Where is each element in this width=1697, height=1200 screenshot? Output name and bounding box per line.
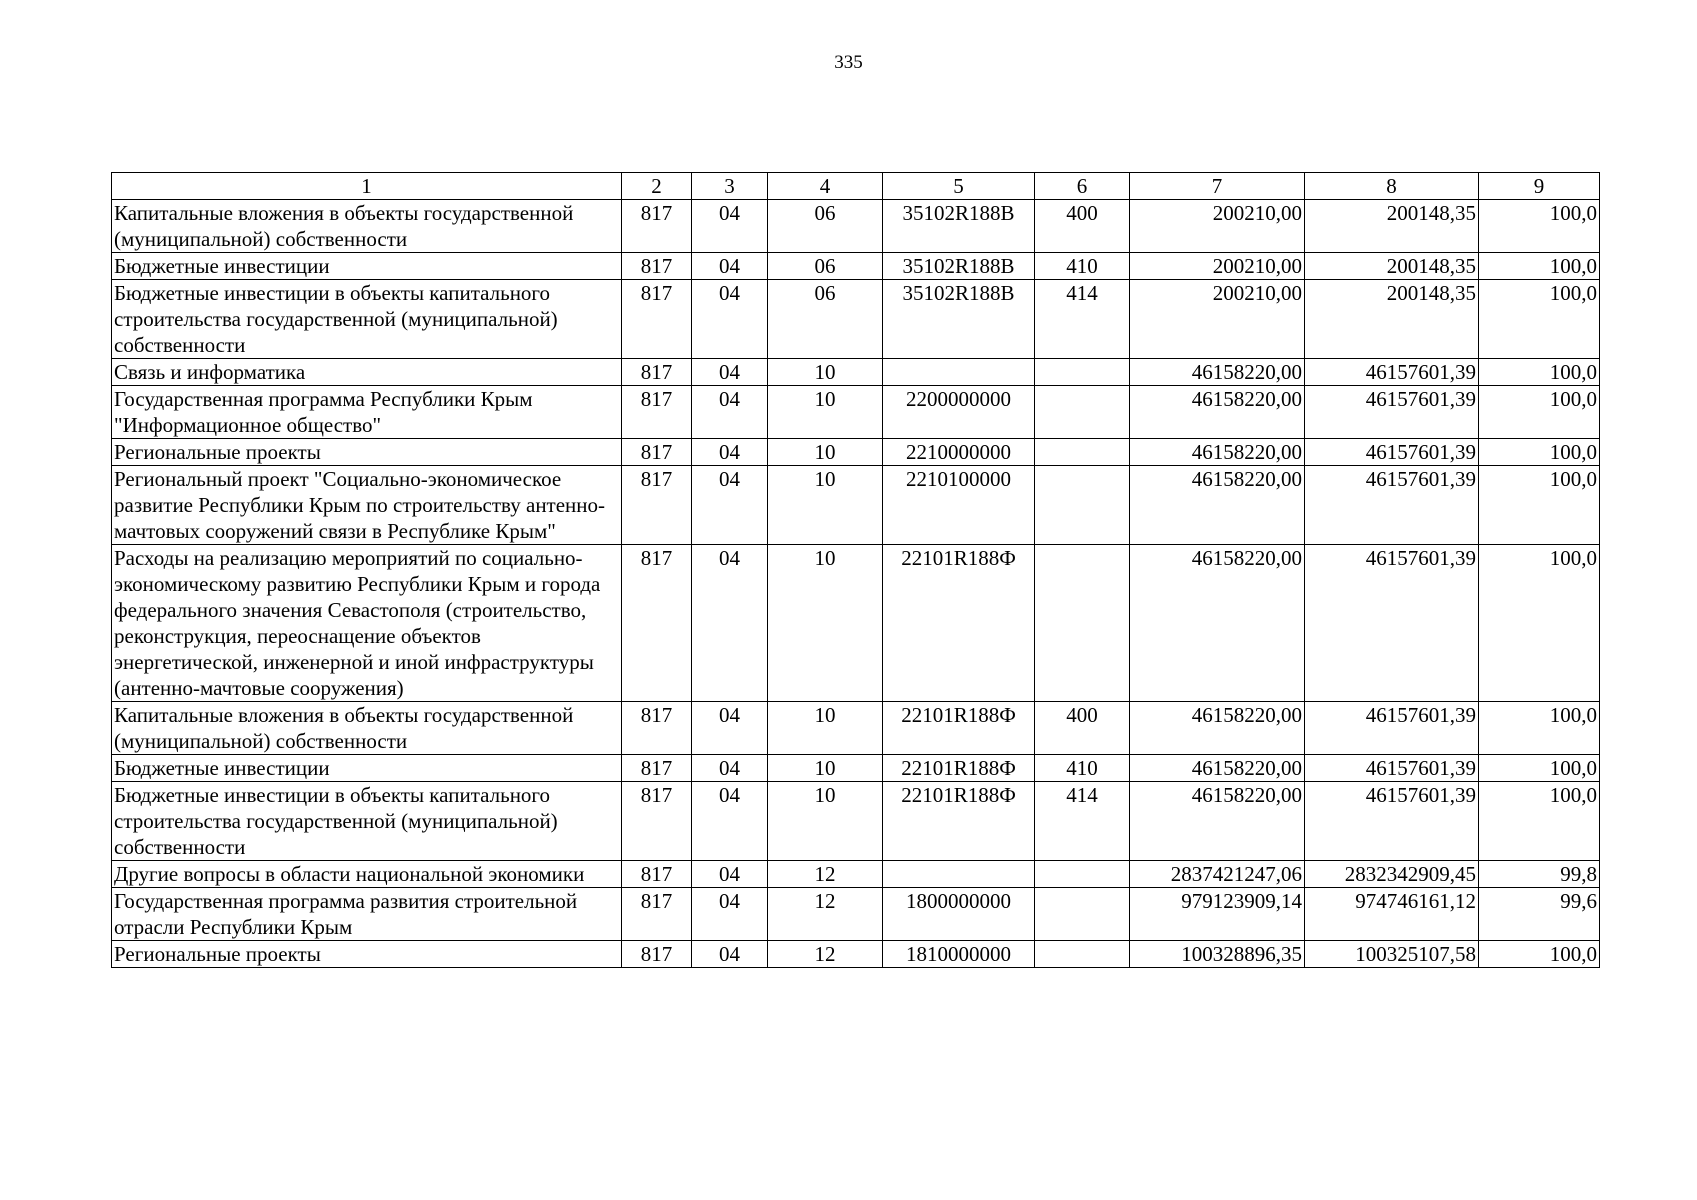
cell-expense-type	[1035, 941, 1130, 968]
cell-section: 04	[692, 941, 768, 968]
cell-percent: 100,0	[1479, 200, 1600, 253]
header-row	[112, 173, 1600, 200]
cell-name: Другие вопросы в области национальной экономики	[112, 861, 622, 888]
cell-section: 04	[692, 861, 768, 888]
cell-subsection: 10	[768, 359, 883, 386]
cell-target-article: 35102R188B	[883, 280, 1035, 359]
cell-target-article: 22101R188Ф	[883, 545, 1035, 702]
cell-ministry-code: 817	[622, 755, 692, 782]
cell-name: Региональные проекты	[112, 941, 622, 968]
header-col-4: 4	[768, 173, 883, 200]
cell-target-article	[883, 861, 1035, 888]
table-row	[112, 280, 1600, 359]
cell-expense-type	[1035, 861, 1130, 888]
cell-actual-amount: 46157601,39	[1305, 386, 1479, 439]
cell-section: 04	[692, 888, 768, 941]
cell-section: 04	[692, 545, 768, 702]
cell-ministry-code: 817	[622, 466, 692, 545]
cell-percent: 100,0	[1479, 941, 1600, 968]
table-row	[112, 888, 1600, 941]
cell-expense-type: 400	[1035, 702, 1130, 755]
cell-planned-amount: 46158220,00	[1130, 466, 1305, 545]
header-col-9: 9	[1479, 173, 1600, 200]
page-number: 335	[834, 52, 863, 73]
table-row	[112, 545, 1600, 702]
cell-expense-type: 410	[1035, 755, 1130, 782]
cell-planned-amount: 46158220,00	[1130, 359, 1305, 386]
cell-planned-amount: 46158220,00	[1130, 545, 1305, 702]
cell-actual-amount: 46157601,39	[1305, 466, 1479, 545]
cell-subsection: 12	[768, 888, 883, 941]
header-col-1: 1	[112, 173, 622, 200]
cell-target-article: 22101R188Ф	[883, 782, 1035, 861]
cell-percent: 100,0	[1479, 755, 1600, 782]
cell-percent: 100,0	[1479, 702, 1600, 755]
table-row	[112, 200, 1600, 253]
cell-actual-amount: 46157601,39	[1305, 439, 1479, 466]
cell-actual-amount: 46157601,39	[1305, 545, 1479, 702]
budget-table	[111, 172, 1600, 968]
cell-name: Бюджетные инвестиции в объекты капитального строительства государственной (муниципальной) собственности	[112, 782, 622, 861]
cell-ministry-code: 817	[622, 545, 692, 702]
cell-planned-amount: 200210,00	[1130, 253, 1305, 280]
cell-name: Государственная программа развития строительной отрасли Республики Крым	[112, 888, 622, 941]
cell-subsection: 10	[768, 545, 883, 702]
cell-expense-type	[1035, 545, 1130, 702]
cell-target-article: 2210000000	[883, 439, 1035, 466]
cell-expense-type: 414	[1035, 782, 1130, 861]
cell-section: 04	[692, 782, 768, 861]
cell-subsection: 10	[768, 439, 883, 466]
table-row	[112, 359, 1600, 386]
cell-name: Капитальные вложения в объекты государственной (муниципальной) собственности	[112, 702, 622, 755]
table-row	[112, 782, 1600, 861]
cell-planned-amount: 46158220,00	[1130, 782, 1305, 861]
cell-ministry-code: 817	[622, 782, 692, 861]
cell-planned-amount: 46158220,00	[1130, 439, 1305, 466]
cell-ministry-code: 817	[622, 941, 692, 968]
cell-target-article: 35102R188B	[883, 200, 1035, 253]
cell-percent: 100,0	[1479, 359, 1600, 386]
cell-target-article: 22101R188Ф	[883, 755, 1035, 782]
cell-percent: 100,0	[1479, 439, 1600, 466]
cell-ministry-code: 817	[622, 359, 692, 386]
cell-actual-amount: 46157601,39	[1305, 782, 1479, 861]
cell-name: Бюджетные инвестиции	[112, 253, 622, 280]
cell-target-article: 22101R188Ф	[883, 702, 1035, 755]
table-body	[112, 200, 1600, 968]
cell-section: 04	[692, 280, 768, 359]
cell-ministry-code: 817	[622, 386, 692, 439]
cell-name: Государственная программа Республики Крым "Информационное общество"	[112, 386, 622, 439]
cell-ministry-code: 817	[622, 702, 692, 755]
cell-expense-type	[1035, 439, 1130, 466]
cell-expense-type: 410	[1035, 253, 1130, 280]
table-row	[112, 466, 1600, 545]
cell-actual-amount: 46157601,39	[1305, 755, 1479, 782]
cell-target-article: 1810000000	[883, 941, 1035, 968]
cell-section: 04	[692, 386, 768, 439]
cell-ministry-code: 817	[622, 253, 692, 280]
cell-actual-amount: 200148,35	[1305, 253, 1479, 280]
cell-planned-amount: 200210,00	[1130, 280, 1305, 359]
cell-actual-amount: 46157601,39	[1305, 359, 1479, 386]
cell-subsection: 06	[768, 253, 883, 280]
cell-planned-amount: 979123909,14	[1130, 888, 1305, 941]
cell-planned-amount: 100328896,35	[1130, 941, 1305, 968]
cell-expense-type	[1035, 888, 1130, 941]
header-col-7: 7	[1130, 173, 1305, 200]
cell-expense-type	[1035, 386, 1130, 439]
cell-percent: 100,0	[1479, 782, 1600, 861]
cell-section: 04	[692, 359, 768, 386]
header-col-3: 3	[692, 173, 768, 200]
cell-target-article	[883, 359, 1035, 386]
cell-planned-amount: 46158220,00	[1130, 386, 1305, 439]
cell-section: 04	[692, 200, 768, 253]
cell-expense-type: 400	[1035, 200, 1130, 253]
cell-subsection: 10	[768, 386, 883, 439]
cell-subsection: 12	[768, 861, 883, 888]
cell-subsection: 10	[768, 782, 883, 861]
cell-section: 04	[692, 439, 768, 466]
cell-name: Расходы на реализацию мероприятий по социально-экономическому развитию Республики Крым и города федерального значения Севастополя (строительство, реконструкция, переоснащение объектов энергетической, инженерной и иной инфраструктуры (антенно-мачтовые сооружения)	[112, 545, 622, 702]
cell-ministry-code: 817	[622, 888, 692, 941]
table-row	[112, 253, 1600, 280]
cell-actual-amount: 2832342909,45	[1305, 861, 1479, 888]
cell-section: 04	[692, 702, 768, 755]
table-row	[112, 861, 1600, 888]
cell-planned-amount: 200210,00	[1130, 200, 1305, 253]
cell-percent: 100,0	[1479, 466, 1600, 545]
cell-name: Капитальные вложения в объекты государственной (муниципальной) собственности	[112, 200, 622, 253]
cell-percent: 100,0	[1479, 280, 1600, 359]
cell-planned-amount: 2837421247,06	[1130, 861, 1305, 888]
header-col-6: 6	[1035, 173, 1130, 200]
cell-name: Бюджетные инвестиции	[112, 755, 622, 782]
cell-percent: 100,0	[1479, 545, 1600, 702]
cell-target-article: 1800000000	[883, 888, 1035, 941]
cell-name: Бюджетные инвестиции в объекты капитального строительства государственной (муниципальной) собственности	[112, 280, 622, 359]
cell-percent: 100,0	[1479, 253, 1600, 280]
cell-name: Связь и информатика	[112, 359, 622, 386]
cell-subsection: 12	[768, 941, 883, 968]
table-row	[112, 941, 1600, 968]
cell-target-article: 35102R188B	[883, 253, 1035, 280]
cell-subsection: 10	[768, 755, 883, 782]
cell-actual-amount: 200148,35	[1305, 280, 1479, 359]
cell-percent: 99,8	[1479, 861, 1600, 888]
cell-target-article: 2210100000	[883, 466, 1035, 545]
cell-section: 04	[692, 253, 768, 280]
cell-subsection: 06	[768, 280, 883, 359]
header-col-2: 2	[622, 173, 692, 200]
cell-planned-amount: 46158220,00	[1130, 755, 1305, 782]
cell-expense-type	[1035, 359, 1130, 386]
cell-actual-amount: 46157601,39	[1305, 702, 1479, 755]
cell-ministry-code: 817	[622, 280, 692, 359]
cell-expense-type	[1035, 466, 1130, 545]
table-row	[112, 755, 1600, 782]
table-row	[112, 439, 1600, 466]
cell-planned-amount: 46158220,00	[1130, 702, 1305, 755]
header-col-5: 5	[883, 173, 1035, 200]
cell-subsection: 06	[768, 200, 883, 253]
cell-target-article: 2200000000	[883, 386, 1035, 439]
table-row	[112, 702, 1600, 755]
cell-name: Региональные проекты	[112, 439, 622, 466]
cell-subsection: 10	[768, 466, 883, 545]
cell-ministry-code: 817	[622, 861, 692, 888]
cell-actual-amount: 200148,35	[1305, 200, 1479, 253]
cell-section: 04	[692, 466, 768, 545]
header-col-8: 8	[1305, 173, 1479, 200]
cell-actual-amount: 974746161,12	[1305, 888, 1479, 941]
cell-ministry-code: 817	[622, 200, 692, 253]
cell-percent: 99,6	[1479, 888, 1600, 941]
table-row	[112, 386, 1600, 439]
cell-name: Региональный проект "Социально-экономическое развитие Республики Крым по строительству антенно-мачтовых сооружений связи в Республике Крым"	[112, 466, 622, 545]
cell-percent: 100,0	[1479, 386, 1600, 439]
cell-actual-amount: 100325107,58	[1305, 941, 1479, 968]
cell-expense-type: 414	[1035, 280, 1130, 359]
cell-ministry-code: 817	[622, 439, 692, 466]
cell-section: 04	[692, 755, 768, 782]
cell-subsection: 10	[768, 702, 883, 755]
